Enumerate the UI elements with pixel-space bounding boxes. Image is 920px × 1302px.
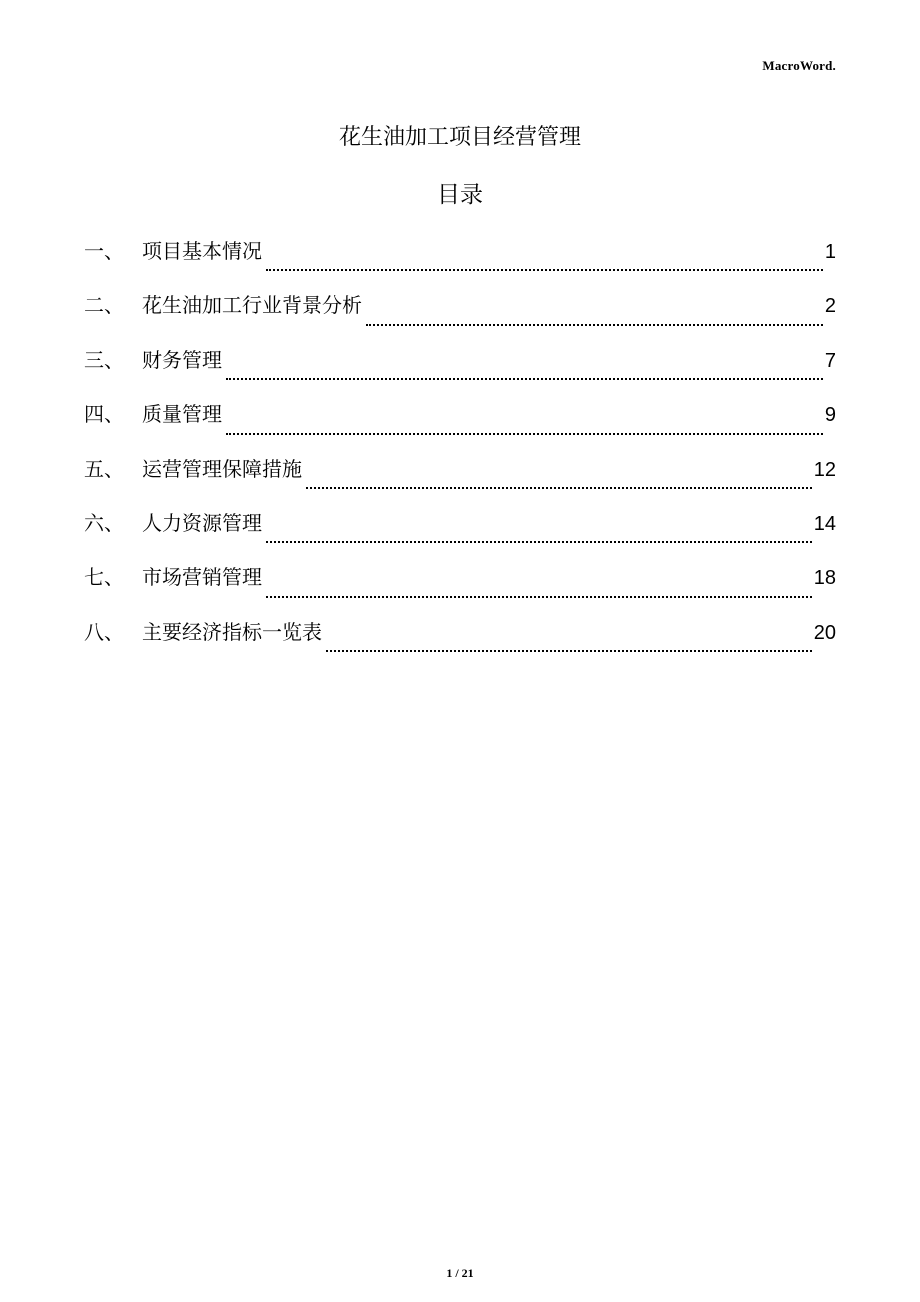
dot-leader (226, 378, 823, 380)
toc-entry-page: 9 (824, 404, 836, 427)
document-title: 花生油加工项目经营管理 (338, 125, 581, 150)
dot-leader (266, 596, 812, 598)
toc-entry-title: 花生油加工行业背景分析 (142, 293, 362, 318)
toc-entry-page: 1 (824, 241, 836, 263)
toc-entry-number: 一、 (84, 239, 124, 263)
toc-entry-5[interactable] (84, 452, 836, 506)
toc-entry-3[interactable] (84, 343, 836, 397)
toc-entry-number: 六、 (84, 510, 124, 535)
toc-entry-2[interactable] (84, 288, 836, 342)
header-watermark: MacroWord. (762, 58, 836, 73)
toc-entry-page: 14 (813, 512, 836, 535)
toc-entry-number: 四、 (84, 402, 124, 427)
toc-entry-page: 18 (813, 567, 836, 590)
toc-entry-title: 主要经济指标一览表 (142, 619, 322, 644)
toc-entry-8[interactable] (84, 615, 836, 669)
toc-entry-6[interactable] (84, 506, 836, 560)
toc-entry-page: 20 (813, 621, 836, 644)
toc-entry-title: 项目基本情况 (142, 239, 262, 263)
table-of-contents (84, 234, 836, 669)
toc-heading: 目录 (437, 182, 483, 208)
toc-entry-title: 质量管理 (142, 402, 222, 427)
dot-leader (226, 433, 823, 435)
toc-entry-number: 二、 (84, 293, 124, 318)
toc-entry-number: 七、 (84, 565, 124, 590)
dot-leader (306, 487, 812, 489)
toc-entry-7[interactable] (84, 560, 836, 614)
toc-entry-title: 人力资源管理 (142, 510, 262, 535)
toc-entry-page: 7 (824, 349, 836, 372)
dot-leader (366, 324, 823, 326)
toc-entry-1[interactable] (84, 234, 836, 288)
toc-entry-number: 三、 (84, 347, 124, 372)
toc-entry-title: 运营管理保障措施 (142, 456, 302, 481)
toc-entry-title: 财务管理 (142, 347, 222, 372)
dot-leader (266, 269, 823, 271)
toc-entry-title: 市场营销管理 (142, 565, 262, 590)
dot-leader (266, 541, 812, 543)
page-indicator: 1 / 21 (446, 1266, 474, 1280)
toc-entry-4[interactable] (84, 397, 836, 451)
toc-entry-number: 八、 (84, 619, 124, 644)
toc-entry-page: 12 (813, 458, 836, 481)
toc-entry-page: 2 (824, 295, 836, 318)
toc-entry-number: 五、 (84, 456, 124, 481)
dot-leader (326, 650, 812, 652)
